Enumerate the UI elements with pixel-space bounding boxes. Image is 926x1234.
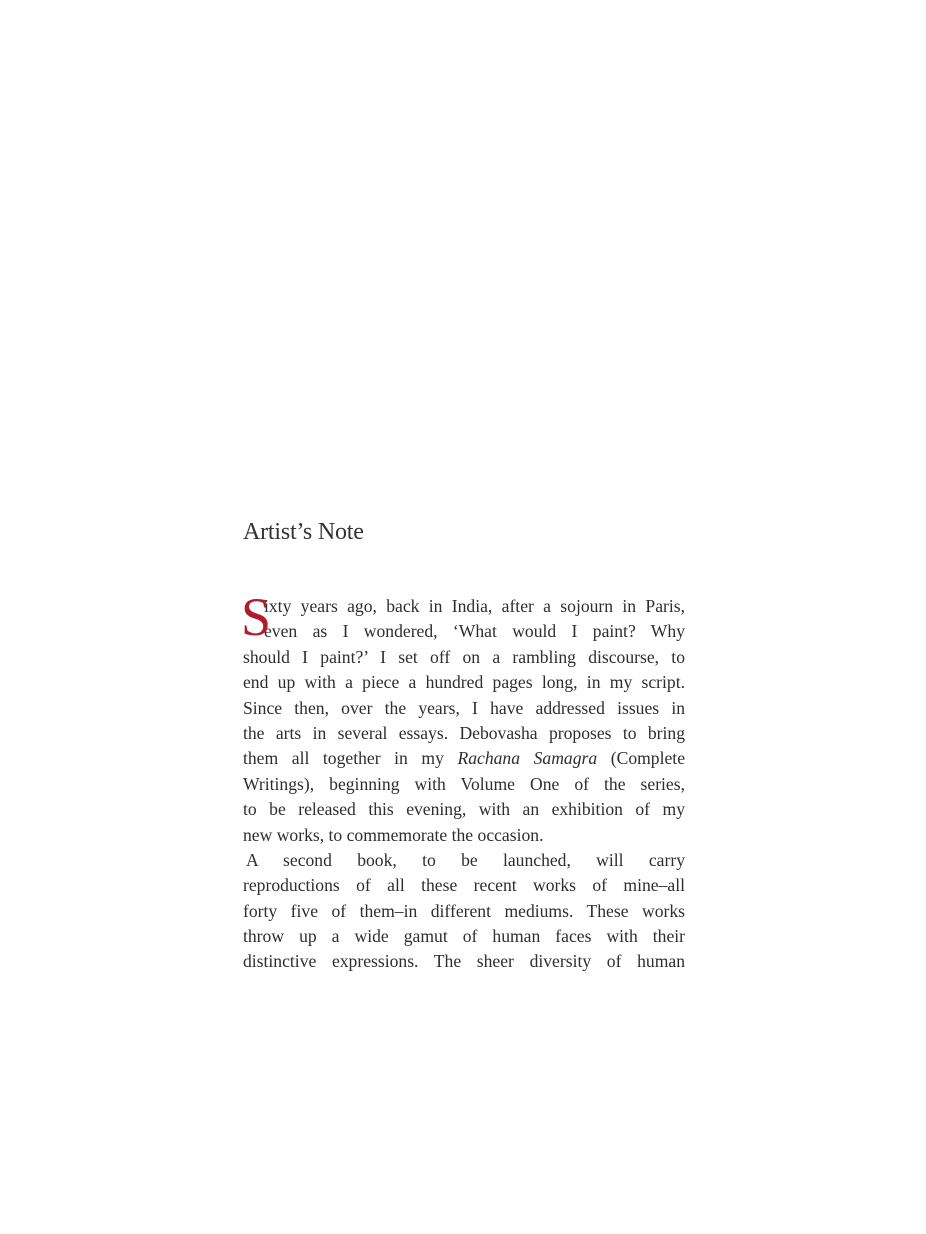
body-text [241, 587, 686, 975]
paragraph-2-line-1: A second book, to be launched, will carry [246, 849, 685, 870]
paragraph-1-line-7 [243, 746, 685, 771]
paragraph-1-line-9: to be released this evening, with an exhibition of my [243, 799, 685, 820]
paragraph-2-line-2: reproductions of all these recent works of mine–all [243, 875, 685, 896]
chapter-heading: Artist’s Note [243, 519, 364, 545]
drop-cap: S [241, 587, 272, 647]
paragraph-2-line-4: throw up a wide gamut of human faces with their [243, 926, 685, 947]
paragraph-1-line-3: should I paint?’ I set off on a rambling discourse, to [243, 646, 685, 667]
line-7-after: (Complete [597, 748, 686, 769]
line-7-before: them all together in my [243, 748, 458, 769]
paragraph-1-line-4: end up with a piece a hundred pages long, in my script. [243, 672, 685, 693]
paragraph-1-line-2: even as I wondered, ‘What would I paint? Why [264, 621, 685, 642]
book-page [243, 0, 685, 1234]
paragraph-1-line-1: ixty years ago, back in India, after a sojourn in Paris, [264, 596, 685, 616]
paragraph-1-line-5: Since then, over the years, I have addressed issues in [243, 697, 685, 718]
paragraph-2-line-5: distinctive expressions. The sheer diversity of human [243, 951, 685, 972]
paragraph-1-line-8: Writings), beginning with Volume One of the series, [243, 773, 685, 794]
book-title-italic: Rachana Samagra [457, 748, 598, 769]
paragraph-1-line-6: the arts in several essays. Debovasha proposes to bring [243, 722, 685, 743]
paragraph-1-line-10: new works, to commemorate the occasion. [243, 824, 544, 845]
paragraph-2-line-3: forty five of them–in different mediums. These works [243, 900, 685, 921]
